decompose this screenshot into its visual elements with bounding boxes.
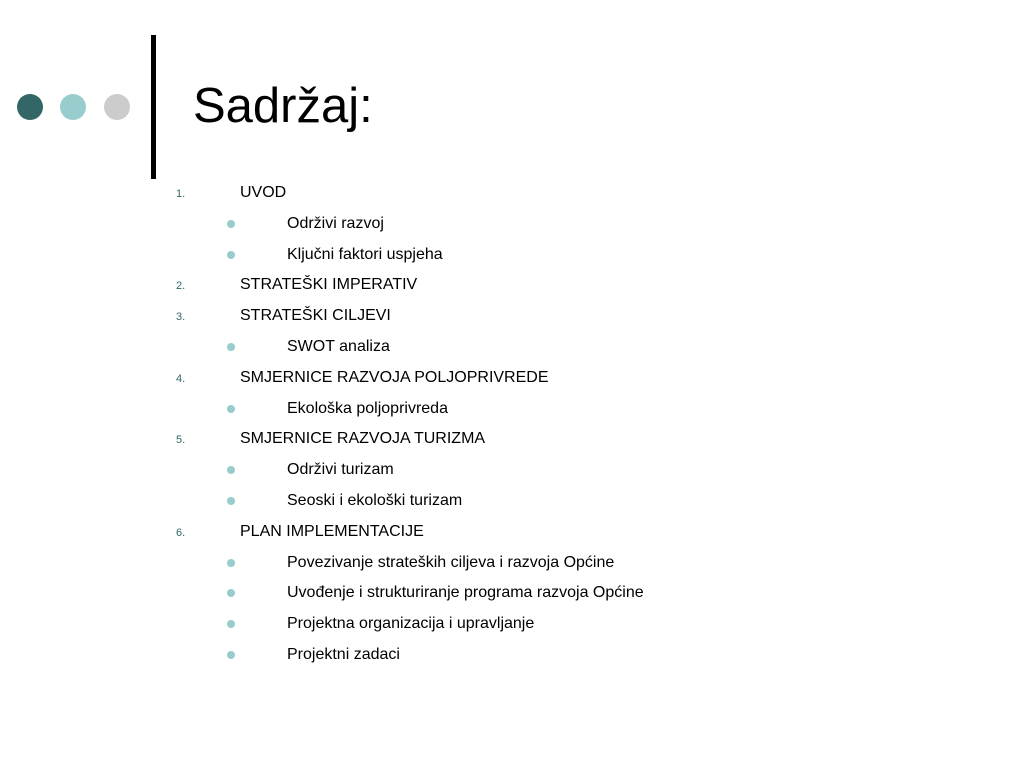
- section-label: PLAN IMPLEMENTACIJE: [240, 522, 424, 540]
- section-number: 3.: [176, 311, 186, 324]
- outline-subitem: [0, 548, 1024, 579]
- subitem-label: Održivi turizam: [287, 461, 394, 479]
- contents-outline: [0, 178, 1024, 671]
- bullet-icon: [227, 497, 235, 505]
- subitem-label: Ključni faktori uspjeha: [287, 245, 443, 263]
- outline-subitem: [0, 455, 1024, 486]
- bullet-icon: [227, 343, 235, 351]
- decorative-dot-grey: [104, 94, 130, 120]
- subitem-label: Održivi razvoj: [287, 214, 384, 232]
- section-number: 2.: [176, 280, 186, 293]
- outline-section: [0, 270, 1024, 301]
- subitem-label: Ekološka poljoprivreda: [287, 399, 448, 417]
- section-label: SMJERNICE RAZVOJA TURIZMA: [240, 430, 486, 448]
- section-label: STRATEŠKI CILJEVI: [240, 307, 391, 325]
- bullet-icon: [227, 651, 235, 659]
- outline-section: [0, 424, 1024, 455]
- bullet-icon: [227, 589, 235, 597]
- section-number: 4.: [176, 372, 186, 385]
- subitem-label: Projektna organizacija i upravljanje: [287, 615, 535, 633]
- section-label: SMJERNICE RAZVOJA POLJOPRIVREDE: [240, 368, 549, 386]
- subitem-label: SWOT analiza: [287, 337, 390, 355]
- section-number: 6.: [176, 526, 186, 539]
- bullet-icon: [227, 466, 235, 474]
- outline-subitem: [0, 209, 1024, 240]
- section-number: 5.: [176, 434, 186, 447]
- subitem-label: Projektni zadaci: [287, 645, 400, 663]
- outline-subitem: [0, 332, 1024, 363]
- decorative-dot-teal: [60, 94, 86, 120]
- subitem-label: Povezivanje strateških ciljeva i razvoja Općine: [287, 553, 615, 571]
- outline-section: [0, 517, 1024, 548]
- bullet-icon: [227, 559, 235, 567]
- outline-subitem: [0, 578, 1024, 609]
- outline-subitem: [0, 640, 1024, 671]
- bullet-icon: [227, 620, 235, 628]
- decorative-dot-dark: [17, 94, 43, 120]
- outline-section: [0, 363, 1024, 394]
- bullet-icon: [227, 220, 235, 228]
- subitem-label: Seoski i ekološki turizam: [287, 491, 463, 509]
- section-label: UVOD: [240, 184, 287, 201]
- slide-title: Sadržaj:: [193, 79, 373, 133]
- outline-subitem: [0, 486, 1024, 517]
- section-label: STRATEŠKI IMPERATIV: [240, 276, 418, 294]
- outline-section: [0, 178, 1024, 209]
- title-divider-bar: [151, 35, 156, 179]
- bullet-icon: [227, 251, 235, 259]
- outline-subitem: [0, 394, 1024, 425]
- outline-subitem: [0, 609, 1024, 640]
- outline-section: [0, 301, 1024, 332]
- bullet-icon: [227, 405, 235, 413]
- outline-subitem: [0, 240, 1024, 271]
- section-number: 1.: [176, 188, 186, 200]
- subitem-label: Uvođenje i strukturiranje programa razvoja Općine: [287, 584, 644, 602]
